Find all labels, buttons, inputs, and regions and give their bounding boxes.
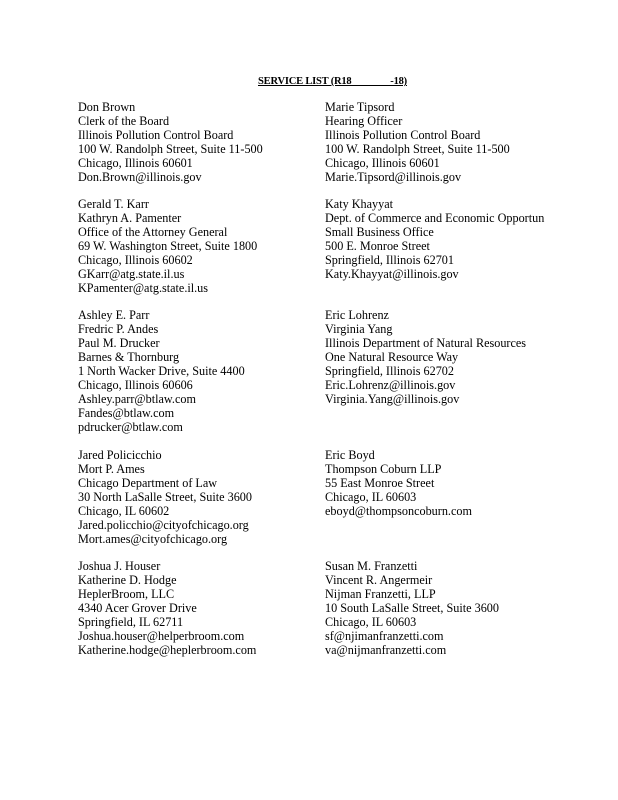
contact-city: Springfield, Illinois 62701 [325, 253, 454, 267]
contact-block [78, 100, 328, 184]
contact-email[interactable]: Don.Brown@illinois.gov [78, 170, 202, 184]
contact-name: Eric Boyd [325, 448, 375, 462]
contact-street: 500 E. Monroe Street [325, 239, 430, 253]
contact-email[interactable]: Fandes@btlaw.com [78, 406, 175, 420]
contact-street: 100 W. Randolph Street, Suite 11-500 [78, 142, 263, 156]
contact-city: Chicago, IL 60602 [78, 504, 170, 518]
contact-city: Chicago, Illinois 60601 [325, 156, 440, 170]
contact-email[interactable]: Joshua.houser@helperbroom.com [78, 629, 245, 643]
contact-email[interactable]: Katherine.hodge@heplerbroom.com [78, 643, 257, 657]
contact-organization: Illinois Pollution Control Board [78, 128, 234, 142]
contact-email[interactable]: va@nijmanfranzetti.com [325, 643, 447, 657]
contact-block [78, 559, 328, 657]
contact-street: 30 North LaSalle Street, Suite 3600 [78, 490, 252, 504]
contact-block [78, 308, 328, 434]
contact-email[interactable]: Katy.Khayyat@illinois.gov [325, 267, 459, 281]
contact-city: Chicago, Illinois 60602 [78, 253, 193, 267]
contact-name: Kathryn A. Pamenter [78, 211, 182, 225]
contact-email[interactable]: Virginia.Yang@illinois.gov [325, 392, 460, 406]
contact-name: Gerald T. Karr [78, 197, 149, 211]
contact-name: Joshua J. Houser [78, 559, 161, 573]
contact-name: Don Brown [78, 100, 136, 114]
page-title: SERVICE LIST (R18 -18) [258, 76, 407, 87]
contact-name: Virginia Yang [325, 322, 393, 336]
contact-street: 10 South LaSalle Street, Suite 3600 [325, 601, 499, 615]
contact-email[interactable]: eboyd@thompsoncoburn.com [325, 504, 472, 518]
contact-street: 69 W. Washington Street, Suite 1800 [78, 239, 258, 253]
contact-block [325, 448, 580, 518]
contact-name: Katy Khayyat [325, 197, 394, 211]
contact-block [325, 559, 580, 657]
contact-block [325, 308, 580, 406]
contact-organization: Thompson Coburn LLP [325, 462, 442, 476]
contact-organization: Dept. of Commerce and Economic Opportun [325, 211, 545, 225]
contact-name: Paul M. Drucker [78, 336, 160, 350]
contact-email[interactable]: KPamenter@atg.state.il.us [78, 281, 209, 295]
contact-block [325, 197, 580, 281]
contact-city: Chicago, IL 60603 [325, 615, 417, 629]
contact-name: Jared Policicchio [78, 448, 162, 462]
contact-email[interactable]: Marie.Tipsord@illinois.gov [325, 170, 462, 184]
contact-email[interactable]: Ashley.parr@btlaw.com [78, 392, 196, 406]
contact-organization: Nijman Franzetti, LLP [325, 587, 436, 601]
contact-street: 55 East Monroe Street [325, 476, 435, 490]
contact-city: Chicago, Illinois 60606 [78, 378, 193, 392]
contact-city: Springfield, Illinois 62702 [325, 364, 454, 378]
contact-name: Susan M. Franzetti [325, 559, 418, 573]
contact-email[interactable]: pdrucker@btlaw.com [78, 420, 183, 434]
contact-name: Mort P. Ames [78, 462, 145, 476]
contact-city: Chicago, IL 60603 [325, 490, 417, 504]
contact-organization: Illinois Pollution Control Board [325, 128, 481, 142]
contact-name: Marie Tipsord [325, 100, 395, 114]
contact-title: Clerk of the Board [78, 114, 170, 128]
contact-name: Katherine D. Hodge [78, 573, 177, 587]
contact-name: Ashley E. Parr [78, 308, 150, 322]
contact-title: Hearing Officer [325, 114, 403, 128]
contact-block [78, 448, 328, 546]
contact-email[interactable]: Mort.ames@cityofchicago.org [78, 532, 228, 546]
contact-email[interactable]: sf@njimanfranzetti.com [325, 629, 444, 643]
contact-city: Chicago, Illinois 60601 [78, 156, 193, 170]
contact-name: Vincent R. Angermeir [325, 573, 433, 587]
contact-email[interactable]: Eric.Lohrenz@illinois.gov [325, 378, 456, 392]
contact-name: Eric Lohrenz [325, 308, 389, 322]
contact-email[interactable]: GKarr@atg.state.il.us [78, 267, 185, 281]
contact-organization: Chicago Department of Law [78, 476, 218, 490]
contact-organization: Office of the Attorney General [78, 225, 228, 239]
contact-street: 4340 Acer Grover Drive [78, 601, 197, 615]
contact-street: 1 North Wacker Drive, Suite 4400 [78, 364, 245, 378]
contact-block [325, 100, 580, 184]
contact-block [78, 197, 328, 295]
contact-office: Small Business Office [325, 225, 434, 239]
contact-name: Fredric P. Andes [78, 322, 159, 336]
contact-organization: HeplerBroom, LLC [78, 587, 175, 601]
contact-street: One Natural Resource Way [325, 350, 459, 364]
contact-street: 100 W. Randolph Street, Suite 11-500 [325, 142, 510, 156]
contact-organization: Illinois Department of Natural Resources [325, 336, 527, 350]
contact-city: Springfield, IL 62711 [78, 615, 184, 629]
contact-organization: Barnes & Thornburg [78, 350, 180, 364]
contact-email[interactable]: Jared.policchio@cityofchicago.org [78, 518, 249, 532]
